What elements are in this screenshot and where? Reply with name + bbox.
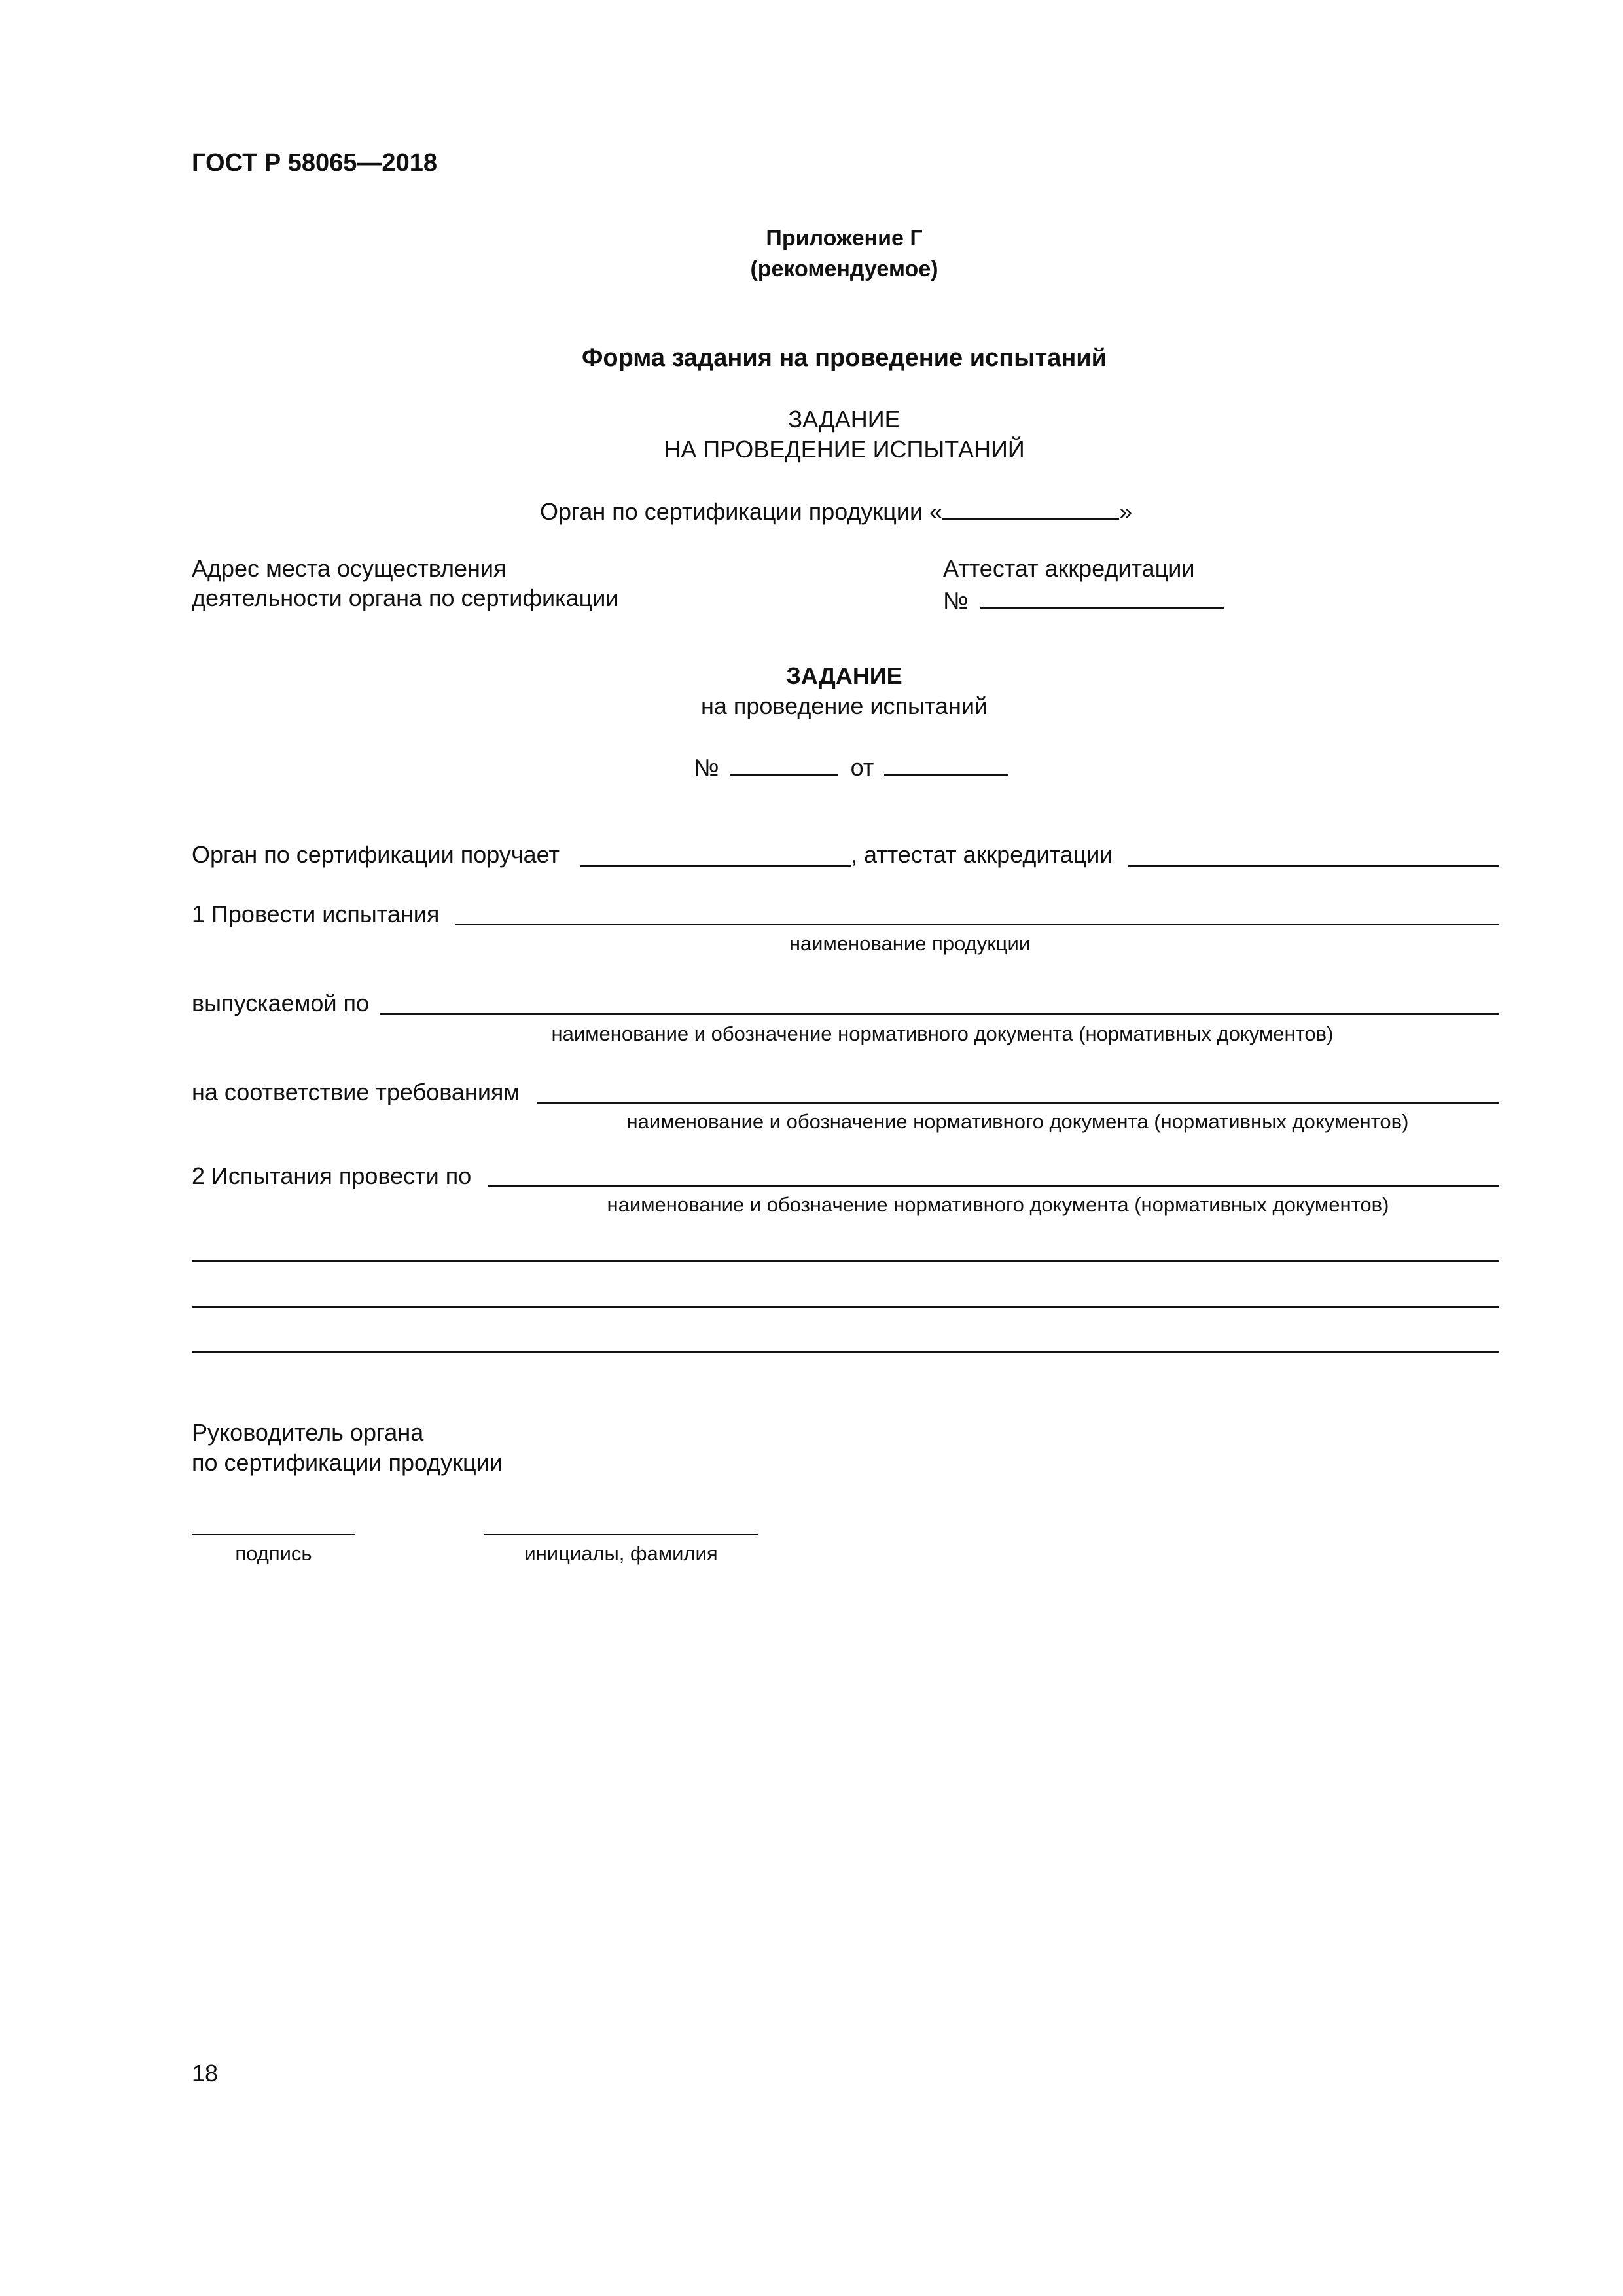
extra-blank-line-2[interactable]: [192, 1306, 1499, 1308]
task-number-row: [694, 751, 1008, 781]
item2-label: 2 Испытания провести по: [192, 1162, 472, 1189]
organ-name-blank[interactable]: [942, 495, 1119, 520]
signature-hint: подпись: [235, 1542, 312, 1565]
appendix-subtitle: (рекомендуемое): [750, 257, 938, 281]
task-date-blank[interactable]: [884, 751, 1008, 776]
item1-blank[interactable]: [455, 924, 1499, 925]
item2-hint: наименование и обозначение нормативного документа (нормативных документов): [607, 1193, 1389, 1216]
doc-heading-line1: ЗАДАНИЕ: [788, 406, 901, 433]
extra-blank-line-1[interactable]: [192, 1260, 1499, 1262]
item1-label: 1 Провести испытания: [192, 901, 440, 927]
compliance-hint: наименование и обозначение нормативного документа (нормативных документов): [626, 1110, 1409, 1133]
doc-heading-line2: НА ПРОВЕДЕНИЕ ИСПЫТАНИЙ: [664, 436, 1025, 463]
task-title: ЗАДАНИЕ: [786, 662, 902, 689]
produced-blank[interactable]: [380, 1013, 1499, 1015]
instructs-label: Орган по сертификации поручает: [192, 841, 560, 868]
standard-designation: ГОСТ Р 58065—2018: [192, 149, 437, 177]
instructs-accreditation-blank[interactable]: [1128, 865, 1499, 867]
accreditation-number-blank[interactable]: [980, 584, 1224, 609]
extra-blank-line-3[interactable]: [192, 1351, 1499, 1353]
form-title: Форма задания на проведение испытаний: [581, 344, 1107, 372]
accreditation-number-row: [943, 584, 1224, 615]
organ-suffix: »: [1119, 498, 1133, 525]
page-number: 18: [192, 2060, 219, 2087]
name-hint: инициалы, фамилия: [524, 1542, 718, 1565]
address-line1: Адрес места осуществления: [192, 555, 507, 582]
organ-line: [540, 495, 1132, 526]
task-number-sign: №: [694, 754, 719, 781]
organ-prefix: Орган по сертификации продукции «: [540, 498, 943, 525]
compliance-label: на соответствие требованиям: [192, 1079, 520, 1105]
item2-blank[interactable]: [488, 1185, 1499, 1187]
task-subtitle: на проведение испытаний: [700, 692, 988, 719]
compliance-blank[interactable]: [537, 1102, 1499, 1104]
accreditation-label: Аттестат аккредитации: [943, 555, 1195, 582]
signature-line1: Руководитель органа: [192, 1419, 424, 1446]
appendix-title: Приложение Г: [766, 226, 923, 251]
instructs-accreditation-label: , аттестат аккредитации: [851, 841, 1113, 868]
signature-blank[interactable]: [192, 1534, 355, 1535]
address-line2: деятельности органа по сертификации: [192, 584, 619, 611]
name-blank[interactable]: [484, 1534, 758, 1535]
instructs-blank[interactable]: [580, 865, 851, 867]
task-number-blank[interactable]: [730, 751, 838, 776]
produced-hint: наименование и обозначение нормативного документа (нормативных документов): [551, 1022, 1334, 1045]
produced-label: выпускаемой по: [192, 990, 370, 1016]
signature-line2: по сертификации продукции: [192, 1449, 503, 1476]
task-from-label: от: [850, 754, 874, 781]
accreditation-number-sign: №: [943, 587, 969, 614]
item1-hint: наименование продукции: [789, 932, 1031, 955]
